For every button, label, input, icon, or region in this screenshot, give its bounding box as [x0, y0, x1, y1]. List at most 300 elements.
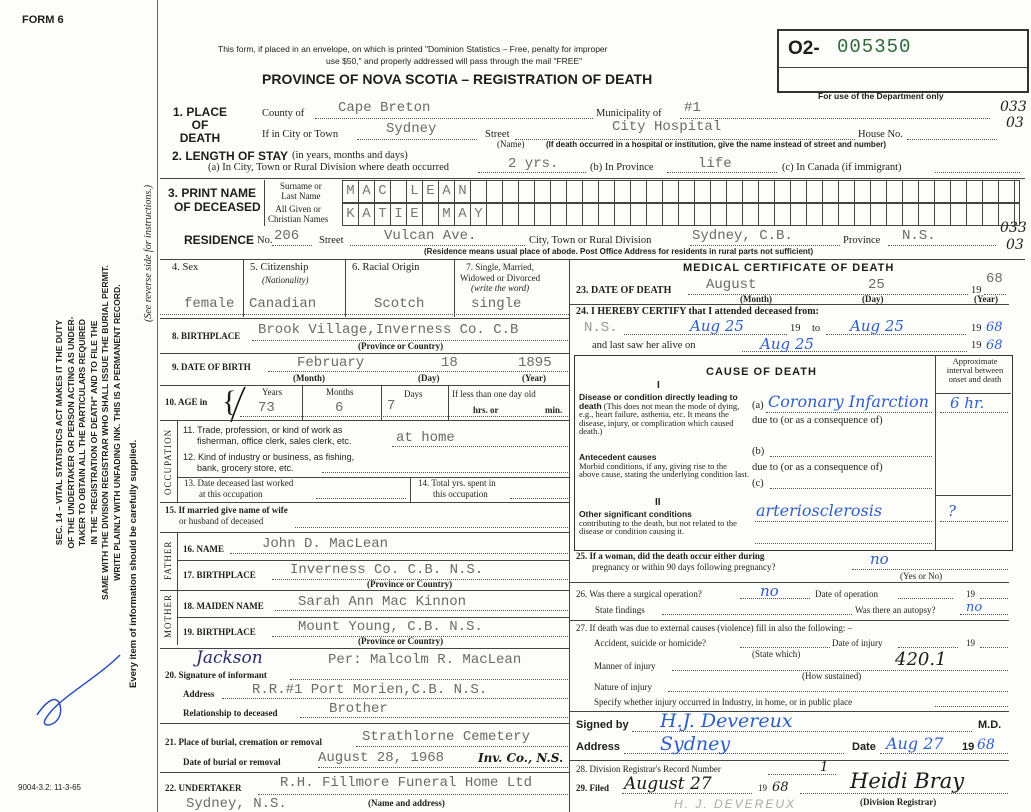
letter-box [903, 204, 919, 225]
letter-box: N [455, 181, 471, 202]
external-causes-label: 27. If death was due to external causes (violence) fill in also the following: – [576, 623, 853, 633]
manner-label: Manner of injury [594, 661, 656, 671]
label-line: 14. Total yrs. spent in [418, 478, 496, 488]
department-note: For use of the Department only [818, 91, 944, 101]
place-of-death-label: 1. PLACE OF DEATH [172, 105, 227, 145]
age-label: 10. AGE in [165, 397, 208, 407]
stay-canada-label: (c) In Canada (if immigrant) [782, 162, 902, 173]
label-bold: Disease or condition directly leading to death [579, 392, 738, 411]
notice-line: TAKER TO OBTAIN ALL THE PARTICULARS REQUIRED [77, 319, 87, 547]
label-line: at this occupation [199, 489, 263, 499]
part-2-label: II [655, 497, 661, 508]
sign-date-year: 68 [977, 737, 995, 753]
street-note: (If death occurred in a hospital or institution, give the name instead of street and number) [546, 140, 887, 149]
physician-address: Sydney [660, 733, 731, 755]
letter-box [535, 204, 551, 225]
cause-a-label: (a) [752, 400, 764, 411]
letter-box [583, 181, 599, 202]
day-note: (Day) [862, 294, 884, 304]
letter-box [951, 204, 967, 225]
to-label: to [812, 323, 821, 334]
notice-line: SEC. 14 – VITAL STATISTICS ACT MAKES IT THE DUTY [54, 319, 64, 546]
notice-line: SAME WITH THE DIVISION REGISTRAR WHO SHALL ISSUE THE BURIAL PERMIT. [100, 265, 110, 600]
letter-box [999, 181, 1015, 202]
nature-label: Nature of injury [594, 682, 652, 692]
label-line: All Given or [275, 204, 321, 214]
given-names-label [268, 204, 328, 224]
letter-box [519, 181, 535, 202]
citizenship-sub: (Nationality) [262, 275, 309, 285]
notice-line: IN THE "REGISTRATION OF DEATH" AND TO FILE THE [88, 320, 99, 545]
month-note: (Month) [740, 294, 772, 304]
form-code: 9004-3.2: 11-3-65 [18, 783, 82, 792]
attended-from: Aug 25 [690, 317, 744, 335]
citizenship-label: 5. Citizenship [250, 262, 309, 273]
birthplace-note: (Province or Country) [358, 341, 444, 351]
letter-box [471, 181, 487, 202]
burial-place: Strathlorne Cemetery [362, 729, 531, 745]
letter-box [887, 181, 903, 202]
letter-box [423, 204, 439, 225]
undertaker-name: R.H. Fillmore Funeral Home Ltd [280, 775, 533, 791]
mother-birthplace-label: 19. BIRTHPLACE [183, 627, 256, 637]
racial-origin-label: 6. Racial Origin [352, 262, 420, 273]
letter-box [983, 204, 999, 225]
letter-box: A [359, 181, 375, 202]
dept-code: 03 [1006, 237, 1024, 253]
print-name-label [168, 186, 261, 214]
letter-box [967, 204, 983, 225]
letter-box [631, 181, 647, 202]
surgery-label: 26. Was there a surgical operation? [576, 589, 702, 599]
letter-box: M [439, 204, 455, 225]
marital-value: single [471, 296, 522, 312]
label-line: 11. Trade, profession, or kind of work as [183, 425, 343, 435]
letter-box: A [439, 181, 455, 202]
mother-birthplace-note: (Province or Country) [358, 636, 444, 646]
letter-box [839, 204, 855, 225]
label-line: fisherman, office clerk, sales clerk, etc. [197, 436, 352, 446]
cause-a-value: Coronary Infarction [768, 392, 929, 411]
letter-box [791, 204, 807, 225]
letter-box [743, 181, 759, 202]
letter-box [839, 181, 855, 202]
label-line: Christian Names [268, 214, 329, 224]
letter-box: E [423, 181, 439, 202]
other-condition-value: arteriosclerosis [756, 501, 883, 520]
sign-date-label: Date [852, 741, 876, 753]
letter-box: T [375, 204, 391, 225]
state-which-note: (State which) [752, 649, 801, 659]
letter-box [855, 181, 871, 202]
sex-value: female [184, 296, 235, 312]
label-line: 15. If married give name of wife [165, 505, 288, 515]
months-label: Months [326, 387, 354, 397]
letter-box [919, 181, 935, 202]
month-note: (Month) [293, 373, 325, 383]
label-text: Morbid conditions, if any, giving rise to the above cause, stating the underlying condition last. [579, 460, 749, 480]
burial-date: August 28, 1968 [318, 750, 445, 766]
racial-origin-value: Scotch [374, 296, 425, 312]
letter-box [551, 181, 567, 202]
letter-box: I [391, 204, 407, 225]
other-conditions-label [579, 510, 749, 536]
letter-box [663, 204, 679, 225]
municipality-value: #1 [684, 100, 701, 116]
findings-label: State findings [595, 605, 645, 615]
physician-address-label: Address [576, 741, 621, 753]
attended-to: Aug 25 [850, 317, 904, 335]
surname-label [280, 181, 322, 201]
letter-box [615, 181, 631, 202]
dod-label: 23. DATE OF DEATH [576, 285, 672, 296]
filed-year: 68 [772, 780, 789, 795]
letter-box [679, 181, 695, 202]
label-line: 25. If a woman, did the death occur either during [576, 551, 765, 561]
county-value: Cape Breton [338, 100, 431, 116]
last-saw-label: and last saw her alive on [592, 340, 696, 351]
undertaker-note: (Name and address) [368, 798, 445, 808]
classification-code: 420.1 [895, 649, 947, 670]
father-birthplace: Inverness Co. C.B. N.S. [290, 562, 484, 578]
antecedent-label [579, 453, 749, 479]
undertaker-label: 22. UNDERTAKER [165, 783, 242, 793]
dob-year: 1895 [518, 355, 552, 371]
letter-box [903, 181, 919, 202]
how-sustained-note: (How sustained) [802, 671, 862, 681]
residence-note: (Residence means usual place of abode. Post Office Address for residents in rural parts not sufficient) [424, 247, 814, 256]
stay-city-label: (a) In City, Town or Rural Division where death occurred [208, 162, 449, 173]
dod-day: 25 [868, 277, 885, 293]
sign-century: 19 [962, 741, 975, 753]
notice-line: OF THE UNDERTAKER OR PERSON ACTING AS UNDER- [65, 316, 76, 549]
registrar-note: (Division Registrar) [860, 797, 937, 807]
pregnancy-value: no [870, 550, 889, 568]
interval-other-value: ? [948, 502, 957, 520]
label-line: Widowed or Divorced [460, 272, 541, 283]
residence-street-label: Street [319, 235, 344, 246]
sign-date: Aug 27 [886, 734, 944, 753]
less-than-day-label: If less than one day old [452, 389, 536, 399]
dod-century: 19 [971, 285, 982, 296]
divider [160, 178, 1025, 179]
label-line: bank, grocery store, etc. [197, 463, 294, 473]
letter-box [615, 204, 631, 225]
divider [569, 259, 570, 812]
specify-label: Specify whether injury occurred in Industry, in home, or in public place [594, 697, 853, 707]
last-worked-label [184, 478, 293, 500]
label-text: (This does not mean the mode of dying, e.g., heart failure, asthenia, etc. It means the disease, injury, or complication which caused death.) [579, 400, 740, 437]
sex-label: 4. Sex [172, 262, 199, 273]
md-label: M.D. [978, 719, 1002, 731]
label-line: pregnancy or within 90 days following pregnancy? [592, 562, 776, 572]
house-label: House No. [858, 129, 903, 140]
certify-label: 24. I HEREBY CERTIFY that I attended deceased from: [576, 306, 819, 317]
letter-box: M [343, 181, 359, 202]
divider [160, 259, 1025, 260]
filed-century: 19 [758, 783, 767, 793]
letter-box [711, 181, 727, 202]
informant-value: Per: Malcolm R. MacLean [328, 652, 522, 668]
stay-province-label: (b) In Province [590, 162, 654, 173]
mail-notice-line1: This form, if placed in an envelope, on which is printed "Dominion Statistics – Free, penalty for improper [218, 44, 608, 54]
cause-b-label: (b) [752, 446, 765, 457]
spouse-label [165, 505, 288, 527]
informant-address: R.R.#1 Port Morien,C.B. N.S. [252, 682, 488, 698]
industry-label [183, 452, 354, 474]
sec14-notice [54, 265, 123, 600]
signed-by-label: Signed by [576, 719, 629, 731]
dod-month: August [706, 277, 757, 293]
surname-boxes[interactable] [342, 180, 1020, 203]
burial-place-handwritten: Inv. Co., N.S. [478, 751, 564, 765]
father-name: John D. MacLean [262, 536, 389, 552]
letter-box [519, 204, 535, 225]
birthplace-label: 8. BIRTHPLACE [172, 331, 241, 341]
dept-code: 03 [1006, 115, 1024, 131]
letter-box [743, 204, 759, 225]
mother-side-label: MOTHER [163, 594, 173, 638]
letter-box [775, 204, 791, 225]
cause-title: CAUSE OF DEATH [706, 366, 817, 378]
label-line: 3. PRINT NAME [168, 186, 257, 200]
label-line: 7. Single, Married, [466, 262, 534, 272]
letter-box [503, 204, 519, 225]
marital-label [460, 262, 540, 294]
record-number-label: 28. Division Registrar's Record Number [576, 764, 721, 774]
letter-box [823, 204, 839, 225]
residence-city-label: City, Town or Rural Division [529, 235, 652, 246]
to-century: 19 [971, 323, 982, 334]
last-saw-year: 68 [986, 338, 1003, 353]
municipality-label: Municipality of [596, 108, 662, 119]
letter-box [775, 181, 791, 202]
letter-box [599, 204, 615, 225]
letter-box [967, 181, 983, 202]
years-label: Years [262, 387, 283, 397]
mother-maiden-name: Sarah Ann Mac Kinnon [298, 594, 467, 610]
letter-box: A [455, 204, 471, 225]
letter-box [935, 181, 951, 202]
filed-label: 29. Filed [576, 783, 609, 793]
undertaker-city: Sydney, N.S. [186, 796, 287, 812]
letter-box: L [407, 181, 423, 202]
stay-city-value: 2 yrs. [508, 156, 559, 172]
residence-province-label: Province [843, 235, 881, 246]
interval-a-value: 6 hr. [950, 394, 985, 412]
label-bold: Antecedent causes [579, 452, 657, 462]
father-birthplace-note: (Province or Country) [367, 579, 453, 589]
part-1-label: I [657, 380, 660, 391]
birthplace-value: Brook Village,Inverness Co. C.B [258, 322, 519, 338]
brace: { [222, 385, 237, 418]
letter-box [727, 204, 743, 225]
dob-label: 9. DATE OF BIRTH [172, 362, 251, 372]
autopsy-value: no [966, 600, 983, 615]
burial-place-label: 21. Place of burial, cremation or removal [165, 737, 322, 747]
attended-to-year: 68 [986, 320, 1003, 335]
label-bold: Other significant conditions [579, 509, 692, 519]
last-saw-century: 19 [971, 340, 982, 351]
operation-date-label: Date of operation [815, 589, 878, 599]
street-label: Street [485, 129, 510, 140]
letter-box [631, 204, 647, 225]
age-years: 73 [258, 400, 275, 416]
letter-box [823, 181, 839, 202]
residence-province: N.S. [902, 228, 936, 244]
letter-box [711, 204, 727, 225]
father-side-label: FATHER [163, 540, 173, 580]
letter-box [695, 204, 711, 225]
city-value: Sydney [386, 121, 437, 137]
filed-date: August 27 [624, 774, 712, 794]
letter-box [695, 181, 711, 202]
dept-code: 033 [1000, 99, 1027, 115]
residence-street: Vulcan Ave. [384, 228, 477, 244]
days-label: Days [404, 389, 423, 399]
letter-box [951, 181, 967, 202]
injury-century: 19 [966, 638, 975, 648]
due-to-label: due to (or as a consequence of) [752, 415, 883, 426]
see-reverse-note: (See reverse side for instructions.) [143, 184, 154, 322]
stay-province-value: life [698, 156, 732, 172]
letter-box [567, 204, 583, 225]
pregnancy-label [576, 551, 775, 573]
injury-date-label: Date of injury [832, 638, 883, 648]
trade-label [183, 425, 351, 447]
informant-signature: Jackson [196, 648, 263, 668]
letter-box: C [375, 181, 391, 202]
mail-notice-line2: use $50," and properly addressed will pass through the mail "FREE" [326, 56, 583, 66]
residence-label: RESIDENCE [184, 233, 255, 247]
yes-no-note: (Yes or No) [900, 571, 943, 581]
dob-day: 18 [441, 355, 458, 371]
year-note: (Year) [974, 294, 998, 304]
day-note: (Day) [418, 373, 440, 383]
label-line: Last Name [281, 191, 321, 201]
father-birthplace-label: 17. BIRTHPLACE [183, 570, 256, 580]
total-years-label [418, 478, 496, 500]
letter-box [871, 204, 887, 225]
letter-box [647, 204, 663, 225]
letter-box [663, 181, 679, 202]
margin-rule [157, 0, 158, 812]
every-item-note: Every item of information should be carefully supplied. [128, 439, 139, 688]
checkmark-scribble [225, 385, 255, 425]
letter-box [999, 204, 1015, 225]
given-names-boxes[interactable] [342, 203, 1020, 226]
letter-box [503, 181, 519, 202]
county-label: County of [262, 108, 305, 119]
letter-box [647, 181, 663, 202]
name-note: (Name) [497, 139, 525, 149]
occupation-side-label: OCCUPATION [163, 428, 173, 495]
letter-box [759, 204, 775, 225]
length-of-stay-label: 2. LENGTH OF STAY [172, 149, 289, 163]
form-label: FORM 6 [22, 14, 64, 26]
due-to-label-2: due to (or as a consequence of) [752, 462, 883, 473]
dept-code: 033 [1000, 220, 1027, 236]
residence-no: 206 [274, 228, 300, 244]
year-note: (Year) [522, 373, 546, 383]
letter-box [583, 204, 599, 225]
hrs-label: hrs. or [473, 405, 499, 415]
letter-box: K [343, 204, 359, 225]
letter-box [679, 204, 695, 225]
letter-box [391, 181, 407, 202]
letter-box: E [407, 204, 423, 225]
direct-cause-label [579, 393, 749, 436]
min-label: min. [545, 405, 563, 415]
from-century: 19 [790, 323, 801, 334]
relationship-label: Relationship to deceased [183, 708, 278, 718]
letter-box [871, 181, 887, 202]
label-line: 12. Kind of industry or business, as fishing, [183, 452, 355, 462]
age-days: 7 [387, 398, 396, 414]
label-line: or husband of deceased [179, 516, 264, 526]
informant-address-label: Address [183, 689, 215, 699]
cause-c-label: (c) [752, 478, 764, 489]
city-label: If in City or Town [262, 129, 339, 140]
letter-box [807, 181, 823, 202]
letter-box: A [359, 204, 375, 225]
letter-box: Y [471, 204, 487, 225]
letter-box [855, 204, 871, 225]
registrar-signature: Heidi Bray [850, 769, 965, 793]
margin-signature-scribble [35, 650, 125, 730]
form-title: PROVINCE OF NOVA SCOTIA – REGISTRATION OF DEATH [262, 71, 653, 87]
letter-box [535, 181, 551, 202]
citizenship-value: Canadian [249, 296, 317, 312]
burial-date-label: Date of burial or removal [183, 757, 281, 767]
label-line: OF DECEASED [174, 200, 261, 214]
letter-box [727, 181, 743, 202]
surgery-value: no [760, 582, 779, 600]
operation-century: 19 [966, 589, 975, 599]
form-number-prefix: O2- [788, 38, 820, 59]
medical-certificate-title: MEDICAL CERTIFICATE OF DEATH [683, 262, 895, 274]
letter-box [567, 181, 583, 202]
residence-city: Sydney, C.B. [692, 228, 793, 244]
divider [777, 67, 1027, 68]
length-of-stay-sub: (in years, months and days) [292, 150, 408, 161]
dob-month: February [297, 355, 365, 371]
street-value: City Hospital [612, 119, 722, 135]
letter-box [759, 181, 775, 202]
letter-box [487, 204, 503, 225]
age-months: 6 [335, 400, 344, 416]
residence-no-label: No. [257, 235, 273, 246]
informant-label: 20. Signature of informant [165, 670, 267, 680]
letter-box [487, 181, 503, 202]
letter-box [919, 204, 935, 225]
autopsy-label: Was there an autopsy? [855, 605, 936, 615]
letter-box [983, 181, 999, 202]
label-text: contributing to the death, but not related to the disease or condition causing it. [579, 517, 737, 537]
letter-box [887, 204, 903, 225]
dod-year: 68 [986, 271, 1003, 287]
label-line: (write the word) [470, 283, 530, 293]
physician-name-stamp: H. J. DEVEREUX [674, 797, 797, 811]
relationship-value: Brother [329, 701, 388, 717]
form-number: 005350 [837, 36, 912, 58]
label-line: 13. Date deceased last worked [184, 478, 294, 488]
letter-box [551, 204, 567, 225]
label-line: this occupation [433, 489, 488, 499]
record-number: 1 [820, 760, 829, 775]
mother-maiden-label: 18. MAIDEN NAME [183, 601, 264, 611]
letter-box [599, 181, 615, 202]
